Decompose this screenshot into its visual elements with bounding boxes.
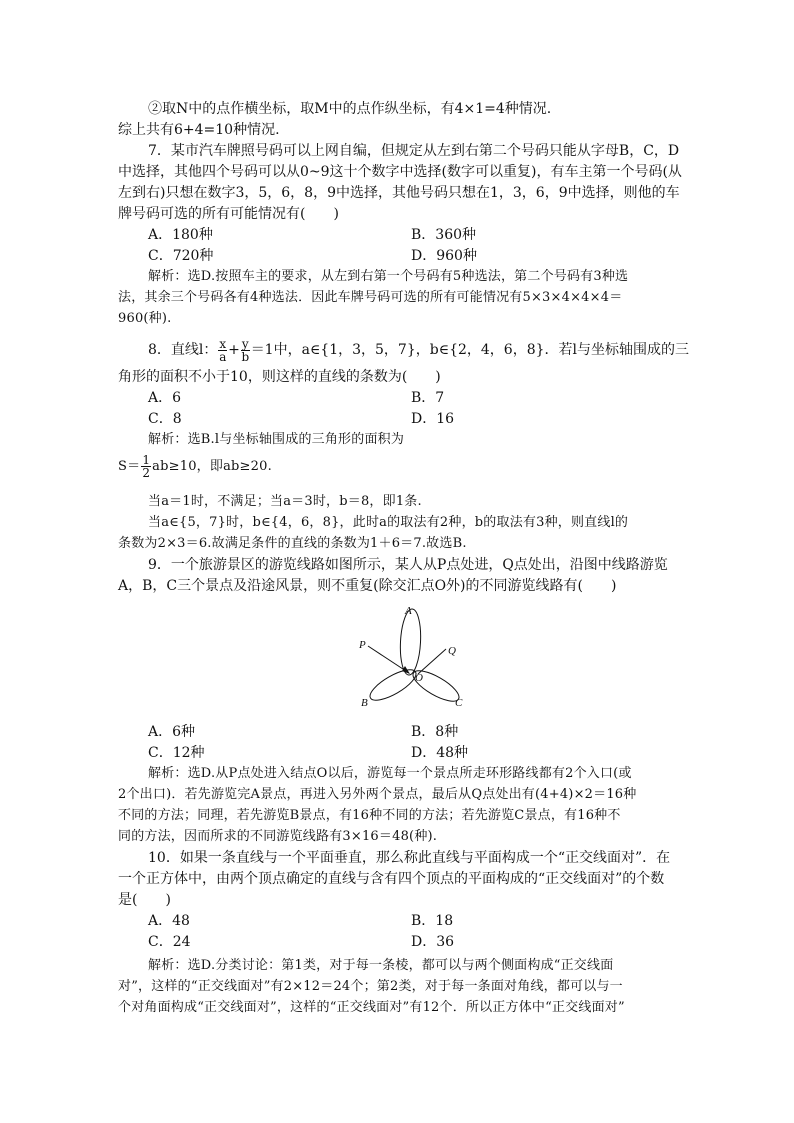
q8-solution-line-3: 当a＝1时，不满足；当a＝3时，b＝8，即1条.: [148, 494, 422, 509]
label-q: Q: [448, 645, 456, 657]
q9-stem-line-1: 9．一个旅游景区的游览线路如图所示，某人从P点处进，Q点处出，沿图中线路游览: [148, 557, 668, 573]
q7-option-b: B．360种: [411, 227, 477, 243]
q8-solution-line-2: [118, 454, 272, 480]
label-o: O: [415, 672, 423, 684]
q8-stem-prefix: 8．直线l：: [148, 342, 218, 358]
q7-solution-line-2: 法，其余三个号码各有4种选法．因此车牌号码可选的所有可能情况有5×3×4×4×4＝: [118, 290, 623, 305]
q9-solution-line-2: 2个出口)．若先游览完A景点，再进入另外两个景点，最后从Q点处出有(4+4)×2＝16种: [118, 787, 637, 802]
q10-option-d: D．36: [411, 934, 455, 950]
q8-solution-line-5: 条数为2×3＝6.故满足条件的直线的条数为1＋6＝7.故选B.: [118, 536, 467, 551]
label-b: B: [361, 697, 368, 709]
q10-solution-line-1: 解析：选D.分类讨论：第1类，对于每一条棱，都可以与两个侧面构成“正交线面: [148, 958, 614, 973]
q8-option-c: C．8: [148, 411, 182, 427]
q10-solution-line-2: 对”，这样的“正交线面对”有2×12＝24个；第2类，对于每一条面对角线，都可以与一: [118, 979, 623, 994]
label-a: A: [405, 605, 412, 617]
q7-stem-line-1: 7．某市汽车牌照号码可以上网自编，但规定从左到右第二个号码只能从字母B，C，D: [148, 143, 680, 159]
intro-line-1: ②取N中的点作横坐标，取M中的点作纵坐标，有4×1=4种情况.: [148, 101, 552, 117]
q9-solution-line-3: 不同的方法；同理，若先游览B景点，有16种不同的方法；若先游览C景点，有16种不: [118, 808, 621, 823]
q7-solution-line-1: 解析：选D.按照车主的要求，从左到右第一个号码有5种选法，第二个号码有3种选: [148, 269, 629, 284]
q8-fraction-y-over-b: [241, 338, 250, 363]
q8-solution-frac-numerator: 1: [142, 453, 151, 467]
q8-solution-s-suffix: ab≥10，即ab≥20.: [152, 459, 272, 474]
q8-option-d: D．16: [411, 411, 455, 427]
q8-stem-line-1: [148, 337, 689, 363]
q8-plus-sign: +: [228, 342, 240, 358]
q7-option-a: A．180种: [148, 227, 213, 243]
intro-line-2: 综上共有6+4=10种情况.: [118, 122, 280, 138]
label-c: C: [455, 697, 463, 709]
q9-option-c: C．12种: [148, 745, 205, 761]
q9-solution-line-4: 同的方法，因而所求的不同游览线路有3×16＝48(种).: [118, 829, 438, 844]
q7-stem-line-3: 左到右)只想在数字3，5，6，8，9中选择，其他号码只想在1，3，6，9中选择，则他的车: [118, 185, 680, 201]
q9-option-b: B．8种: [411, 724, 459, 740]
q8-solution-line-1: 解析：选B.l与坐标轴围成的三角形的面积为: [148, 432, 405, 447]
loop-a: [399, 609, 422, 676]
q9-option-d: D．48种: [411, 745, 469, 761]
path-p-to-o: [368, 646, 409, 673]
q10-option-c: C．24: [148, 934, 191, 950]
q8-solution-line-4: 当a∈{5，7}时，b∈{4，6，8}，此时a的取法有2种，b的取法有3种，则直线l的: [148, 515, 629, 530]
q8-solution-s-prefix: S＝: [118, 459, 141, 474]
q7-solution-line-3: 960(种).: [118, 311, 172, 326]
tour-route-figure: [355, 604, 475, 714]
q9-solution-line-1: 解析：选D.从P点处进入结点O以后，游览每一个景点所走环形路线都有2个入口(或: [148, 766, 632, 781]
q8-solution-fraction-half: [141, 454, 151, 479]
q10-stem-line-1: 10．如果一条直线与一个平面垂直，那么称此直线与平面构成一个“正交线面对”．在: [148, 850, 671, 866]
q10-stem-line-2: 一个正方体中，由两个顶点确定的直线与含有四个顶点的平面构成的“正交线面对”的个数: [118, 871, 665, 887]
q7-stem-line-2: 中选择，其他四个号码可以从0~9这十个数字中选择(数字可以重复)，有车主第一个号码(从: [118, 164, 682, 180]
q8-frac2-numerator: y: [241, 336, 249, 351]
q7-option-c: C．720种: [148, 248, 214, 264]
q7-option-d: D．960种: [411, 248, 477, 264]
q9-option-a: A．6种: [148, 724, 196, 740]
q8-stem-line-2: 角形的面积不小于10，则这样的直线的条数为( ): [118, 369, 441, 385]
q9-stem-line-2: A，B，C三个景点及沿途风景，则不重复(除交汇点O外)的不同游览线路有( ): [118, 578, 617, 594]
q8-option-a: A．6: [148, 390, 182, 406]
q10-stem-line-3: 是( ): [118, 892, 171, 908]
q8-frac2-denominator: b: [241, 349, 250, 364]
label-p: P: [359, 639, 366, 651]
q8-fraction-x-over-a: [218, 338, 227, 363]
q8-frac1-numerator: x: [219, 336, 227, 351]
q8-frac1-denominator: a: [219, 349, 227, 364]
q10-solution-line-3: 个对角面构成“正交线面对”，这样的“正交线面对”有12个．所以正方体中“正交线面对”: [118, 1000, 625, 1015]
loop-b: [366, 664, 420, 706]
q8-stem-suffix: ＝1中，a∈{1，3，5，7}，b∈{2，4，6，8}．若l与坐标轴围成的三: [250, 342, 689, 358]
q8-solution-frac-denominator: 2: [142, 466, 151, 480]
q10-option-b: B．18: [411, 913, 454, 929]
q10-option-a: A．48: [148, 913, 190, 929]
q7-stem-line-4: 牌号码可选的所有可能情况有( ): [118, 206, 339, 222]
q8-option-b: B．7: [411, 390, 445, 406]
path-o-to-q: [418, 649, 446, 674]
